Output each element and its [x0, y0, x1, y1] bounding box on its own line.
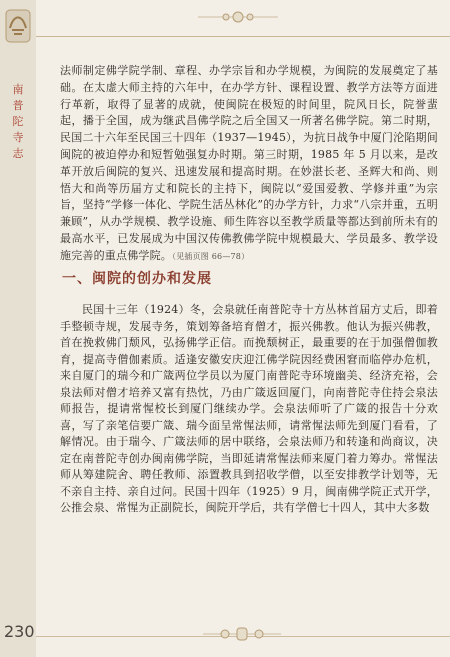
vertical-title-char-5: 志 [12, 147, 24, 160]
paragraph-text: 法师制定佛学院学制、章程、办学宗旨和办学规模，为闽院的发展奠定了基础。在太虚大师主持的六年中，在办学方针、课程设置、教学方法等方面进行革新，取得了显著的成就，使闽院在极短的时间里，院风日长，院誉蜚起，播于全国，成为继武昌佛学院之后全国又一所著名佛学院。第二时期，民国二十六年至民国三十四年（1937—1945），为抗日战争中厦门沦陷期间闽院的被迫停办和短暂勉强复办时期。第三时期，1985 年 5 月以来，是改革开放后闽院的复兴、迅速发展和提高时期。在妙湛长老、圣辉大和尚、则悟大和尚等历届方丈和院长的主持下，闽院以“爱国爱教、学修并重”为宗旨，坚持“学修一体化、学院生活丛林化”的办学方针，力求“八宗并重，五明兼顾”，从办学规模、教学设施、师生阵容以至教学质量等都达到前所未有的最高水平，已发展成为中国汉传佛教佛学院中规模最大、学员最多、教学设施完善的重点佛学院。 [60, 64, 438, 262]
corner-ornament-icon [4, 8, 32, 44]
body-paragraph-bottom: 民国十三年（1924）冬，会泉就任南普陀寺十方丛林首届方丈后，即着手整顿寺规，发展寺务，策划筹备培育僧才，振兴佛教。他认为振兴佛教，首在挽救佛门颓风，弘扬佛学正信。而挽颓树正，最重要的在于加强僧伽教育，提高寺僧伽素质。适逢安徽安庆迎江佛学院因经费困窘而临停办危机，来自厦门的瑞今和广箴两位学员以为厦门南普陀寺环境幽美、经济充裕，会泉法师对僧才培养又富有热忱，乃由广箴返回厦门，向南普陀寺住持会泉法师报告，提请常惺校长到厦门继续办学。会泉法师听了广箴的报告十分欢喜，写了亲笔信要广箴、瑞今面呈常惺法师，请常惺法师先到厦门看看，了解情况。由于瑞今、广箴法师的居中联络，会泉法师乃和转逢和尚商议，决定在南普陀寺创办闽南佛学院，当即延请常惺法师来厦门着力筹办。常惺法师从筹建院舍、聘任教师、添置教具到招收学僧，以至安排教学计划等，无不亲自主持、亲自过问。民国十四年（1925）9 月，闽南佛学院正式开学，公推会泉、常惺为正副院长，闽院开学后，共有学僧七十四人，其中大多数 [60, 303, 438, 514]
bottom-ornament-icon [203, 622, 281, 646]
page-number: 230 [4, 622, 35, 641]
vertical-title-char-1: 南 [12, 83, 24, 96]
vertical-title-char-4: 寺 [12, 131, 24, 144]
illustration-reference: （见插页图 66—78） [172, 251, 250, 261]
main-content [60, 63, 438, 266]
vertical-title-char-2: 普 [12, 99, 24, 112]
top-rule [36, 36, 450, 37]
body-paragraph-top [60, 63, 438, 266]
top-ornament-icon [198, 8, 278, 26]
sidebar [0, 0, 36, 657]
section-title: 一、闽院的创办和发展 [62, 271, 212, 287]
vertical-title [8, 82, 28, 162]
vertical-title-char-3: 陀 [12, 115, 24, 128]
